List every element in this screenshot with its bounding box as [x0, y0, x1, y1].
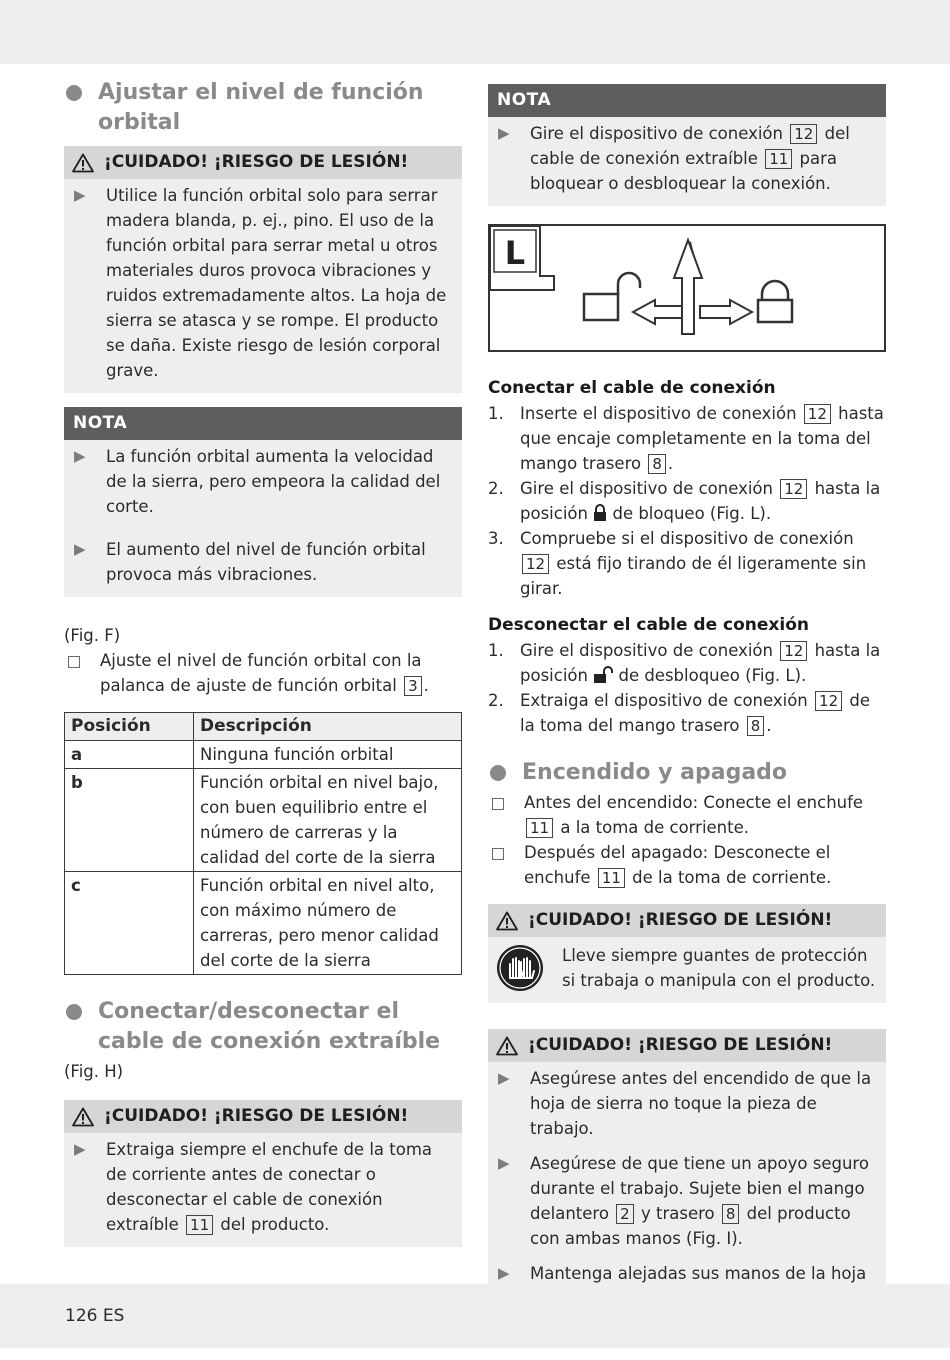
- table-header-row: [65, 713, 462, 741]
- warning-title: ¡CUIDADO! ¡RIESGO DE LESIÓN!: [528, 1035, 833, 1055]
- note-box-connection: [488, 84, 886, 206]
- part-reference: 12: [790, 124, 817, 144]
- table-header: Posición: [65, 713, 194, 741]
- step-text-part: está fijo tirando de él ligeramente sin girar.: [520, 554, 867, 598]
- part-reference: 8: [722, 1204, 740, 1224]
- warning-triangle-icon: [72, 153, 94, 173]
- right-column: [488, 84, 886, 1360]
- step-text: [520, 526, 886, 601]
- step-text-part: Compruebe si el dispositivo de conexión: [520, 529, 854, 548]
- item-text: Utilice la función orbital solo para serrar madera blanda, p. ej., pino. El uso de la función orbital para serrar metal u otros materiales duros provoca vibraciones y ruidos extremadamente altos. La hoja de sierra se atasca y se rompe. El producto se daña. Existe riesgo de lesión corporal grave.: [106, 186, 447, 380]
- table-cell-key: b: [65, 769, 194, 872]
- item-text: [106, 1137, 454, 1237]
- arrow-bullet-icon: ▶: [498, 1154, 510, 1172]
- step-number: 3.: [488, 529, 504, 548]
- section-heading-cable: [64, 997, 462, 1057]
- list-item: [64, 1133, 462, 1239]
- figure-l: [488, 224, 886, 352]
- note-header: NOTA: [488, 84, 886, 117]
- list-item: [64, 440, 462, 521]
- step-text-part: Gire el dispositivo de conexión: [520, 479, 773, 498]
- warning-title: ¡CUIDADO! ¡RIESGO DE LESIÓN!: [528, 910, 833, 930]
- step-item: [488, 688, 886, 738]
- part-reference: 11: [186, 1215, 213, 1235]
- part-reference: 12: [815, 691, 842, 711]
- heading-text: Ajustar el nivel de función orbital: [98, 80, 424, 135]
- step-number: 2.: [488, 691, 504, 710]
- item-text-part: y trasero: [640, 1204, 715, 1223]
- part-reference: 8: [648, 454, 666, 474]
- step-text-part: hasta que encaje completamente en la toma del mango trasero: [520, 404, 884, 473]
- part-reference: 12: [780, 641, 807, 661]
- figure-reference: (Fig. H): [64, 1062, 124, 1081]
- heading-text: Encendido y apagado: [522, 760, 788, 785]
- instruction-text: Ajuste el nivel de función orbital con la palanca de ajuste de función orbital 3 .: [100, 651, 429, 695]
- note-box-orbital: [64, 407, 462, 597]
- figure-label: L: [504, 234, 526, 272]
- header-band: [0, 0, 950, 64]
- section-heading-onoff: [488, 758, 886, 788]
- step-text-part: hasta la posición: [520, 641, 881, 685]
- warning-triangle-icon: [72, 1107, 94, 1127]
- step-text: [520, 638, 886, 688]
- table-cell-key: c: [65, 872, 194, 975]
- lock-open-icon: [593, 666, 613, 683]
- step-text-part: .: [667, 454, 674, 473]
- warning-header: [64, 146, 462, 179]
- arrow-bullet-icon: ▶: [498, 124, 510, 142]
- checkbox-bullet-icon: [68, 656, 80, 668]
- warning-header: [488, 904, 886, 937]
- part-reference: 12: [804, 404, 831, 424]
- table-row: [65, 872, 462, 975]
- instruction-item: [64, 648, 462, 698]
- arrow-bullet-icon: ▶: [74, 447, 86, 465]
- instruction-text-part: Después del apagado: Desconecte el enchufe: [524, 843, 831, 887]
- table-cell-key: a: [65, 741, 194, 769]
- part-reference: 11: [598, 868, 625, 888]
- part-reference: 8: [747, 716, 765, 736]
- item-text-part: Extraiga siempre el enchufe de la toma de corriente antes de conectar o desconectar el cable de conexión extraíble: [106, 1140, 433, 1234]
- item-text: Mantenga alejadas sus manos de la hoja: [530, 1264, 867, 1283]
- subsection-title: Desconectar el cable de conexión: [488, 615, 809, 635]
- step-text-part: de la toma del mango trasero: [520, 691, 870, 735]
- step-text-part: Inserte el dispositivo de conexión: [520, 404, 797, 423]
- step-text: [520, 401, 886, 476]
- item-text: [530, 121, 878, 196]
- table-cell-desc: Ninguna función orbital: [194, 741, 462, 769]
- step-text-part: de bloqueo (Fig. L).: [612, 504, 772, 523]
- list-item: [488, 1143, 886, 1253]
- warning-triangle-icon: [496, 911, 518, 931]
- warning-box-orbital: [64, 146, 462, 393]
- step-text-part: de desbloqueo (Fig. L).: [618, 666, 807, 685]
- table-cell-desc: Función orbital en nivel alto, con máximo número de carreras, pero menor calidad del corte de la sierra: [194, 872, 462, 975]
- part-reference: 12: [522, 554, 549, 574]
- item-text-part: del producto.: [220, 1215, 330, 1234]
- warning-header: [64, 1100, 462, 1133]
- heading-bullet-icon: [66, 85, 82, 101]
- part-reference: 12: [780, 479, 807, 499]
- item-text: Asegúrese antes del encendido de que la hoja de sierra no toque la pieza de trabajo.: [530, 1069, 872, 1138]
- arrow-bullet-icon: ▶: [74, 540, 86, 558]
- list-item: [488, 117, 886, 198]
- step-text-part: .: [766, 716, 772, 735]
- section-heading-orbital: [64, 78, 462, 138]
- checkbox-bullet-icon: [492, 848, 504, 860]
- list-item: [488, 1062, 886, 1143]
- item-text: Lleve siempre guantes de protección si trabaja o manipula con el producto.: [562, 946, 876, 990]
- item-text-part: del cable de conexión extraíble: [530, 124, 850, 168]
- item-text-part: del producto con ambas manos (Fig. I).: [530, 1204, 851, 1248]
- arrow-bullet-icon: ▶: [498, 1264, 510, 1282]
- item-text: [530, 1151, 878, 1251]
- unlock-icon: [584, 273, 640, 320]
- gloves-icon: [496, 944, 544, 992]
- step-item: [488, 476, 886, 526]
- figure-reference: (Fig. F): [64, 626, 121, 645]
- item-text-part: Gire el dispositivo de conexión: [530, 124, 783, 143]
- arrow-left-icon: [633, 300, 686, 324]
- instruction-text: [524, 840, 886, 890]
- left-column: [64, 78, 462, 1261]
- instruction-text: [524, 790, 886, 840]
- lock-closed-icon: [593, 504, 607, 521]
- step-text: [520, 476, 886, 526]
- lock-icon: [758, 281, 792, 322]
- list-item: [64, 179, 462, 385]
- item-text: La función orbital aumenta la velocidad de la sierra, pero empeora la calidad del corte.: [106, 447, 441, 516]
- table-header: Descripción: [194, 713, 462, 741]
- part-reference: 3: [404, 676, 422, 696]
- step-text-part: Extraiga el dispositivo de conexión: [520, 691, 808, 710]
- footer-band: [0, 1284, 950, 1348]
- warning-box-cable: [64, 1100, 462, 1247]
- instruction-item: [488, 840, 886, 890]
- lock-diagram: [490, 226, 884, 350]
- step-text-part: hasta la posición: [520, 479, 881, 523]
- arrow-bullet-icon: ▶: [498, 1069, 510, 1087]
- step-item: [488, 401, 886, 476]
- arrow-bullet-icon: ▶: [74, 1140, 86, 1158]
- warning-title: ¡CUIDADO! ¡RIESGO DE LESIÓN!: [104, 1106, 409, 1126]
- table-cell-desc: Función orbital en nivel bajo, con buen equilibrio entre el número de carreras y la calidad del corte de la sierra: [194, 769, 462, 872]
- warning-box-gloves: [488, 904, 886, 1003]
- step-number: 1.: [488, 404, 504, 423]
- page-number: 126 ES: [65, 1306, 125, 1326]
- item-text: El aumento del nivel de función orbital provoca más vibraciones.: [106, 540, 426, 584]
- instruction-item: [488, 790, 886, 840]
- position-table: [64, 712, 462, 975]
- part-reference: 11: [765, 149, 792, 169]
- instruction-text-part: Antes del encendido: Conecte el enchufe: [524, 793, 864, 812]
- arrow-right-icon: [700, 300, 752, 324]
- instruction-text-part: a la toma de corriente.: [560, 818, 750, 837]
- table-row: [65, 769, 462, 872]
- heading-text: Conectar/desconectar el cable de conexión extraíble: [98, 999, 441, 1054]
- step-number: 1.: [488, 641, 504, 660]
- gloves-instruction: [488, 937, 886, 995]
- warning-header: [488, 1029, 886, 1062]
- item-text-part: Asegúrese de que tiene un apoyo seguro durante el trabajo. Sujete bien el mango delantero: [530, 1154, 869, 1223]
- table-row: [65, 741, 462, 769]
- heading-bullet-icon: [490, 765, 506, 781]
- list-item: [64, 521, 462, 589]
- heading-bullet-icon: [66, 1004, 82, 1020]
- step-number: 2.: [488, 479, 504, 498]
- step-text: [520, 688, 886, 738]
- part-reference: 2: [616, 1204, 634, 1224]
- arrow-bullet-icon: ▶: [74, 186, 86, 204]
- warning-triangle-icon: [496, 1036, 518, 1056]
- note-header: NOTA: [64, 407, 462, 440]
- checkbox-bullet-icon: [492, 798, 504, 810]
- subsection-title: Conectar el cable de conexión: [488, 378, 776, 398]
- step-text-part: Gire el dispositivo de conexión: [520, 641, 773, 660]
- part-reference: 11: [526, 818, 553, 838]
- instruction-text-part: Ajuste el nivel de función orbital con la palanca de ajuste de función orbital: [100, 651, 422, 695]
- step-item: [488, 638, 886, 688]
- step-item: [488, 526, 886, 601]
- warning-title: ¡CUIDADO! ¡RIESGO DE LESIÓN!: [104, 152, 409, 172]
- item-text-part: para bloquear o desbloquear la conexión.: [530, 149, 838, 193]
- instruction-text-part: de la toma de corriente.: [632, 868, 832, 887]
